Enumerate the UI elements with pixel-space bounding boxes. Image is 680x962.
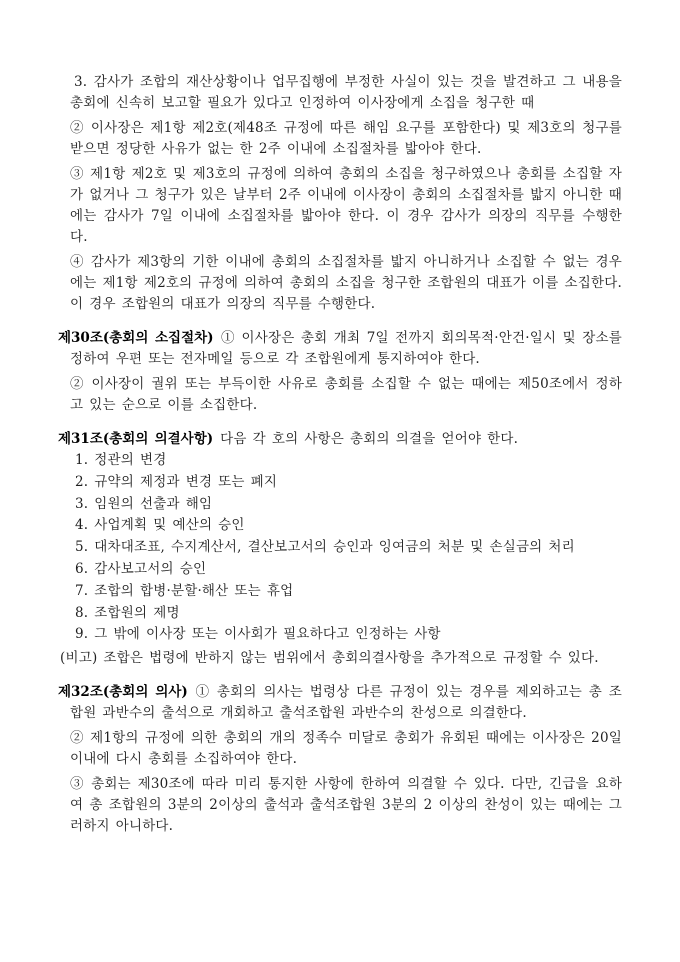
article-31-remark-note: (비고) 조합은 법령에 반하지 않는 범위에서 총회의결사항을 추가적으로 규정할 수 있다.	[60, 650, 599, 667]
article-31-lead-text: 다음 각 호의 사항은 총회의 의결을 얻어야 한다.	[220, 431, 519, 447]
clause-item-3: 3. 감사가 조합의 재산상황이나 업무집행에 부정한 사실이 있는 것을 발견하고 그 내용을 총회에 신속히 보고할 필요가 있다고 인정하여 이사장에게 소집을 청구한 때	[70, 74, 622, 111]
article-32-paragraph-2: ② 제1항의 규정에 의한 총회의 개의 정족수 미달로 총회가 유회된 때에는 이사장은 20일 이내에 다시 총회를 소집하여야 한다.	[70, 730, 622, 768]
article-30-paragraph-2: ② 이사장이 궐위 또는 부득이한 사유로 총회를 소집할 수 없는 때에는 제50조에서 정하고 있는 순으로 이를 소집한다.	[70, 376, 622, 413]
clause-paragraph-3: ③ 제1항 제2호 및 제3호의 규정에 의하여 총회의 소집을 청구하였으나 총회를 소집할 자가 없거나 그 청구가 있은 날부터 2주 이내에 이사장이 총회의 소집절차를 밟지 아니한 때에는 감사가 7일 이내에 소집절차를 밟아야 한다. 이 경우 감사가 의장의 직무를 수행한다.	[70, 166, 622, 245]
article-31-item-5: 5. 대차대조표, 수지계산서, 결산보고서의 승인과 잉여금의 처분 및 손실금의 처리	[75, 539, 575, 556]
article-31-item-4: 4. 사업계획 및 예산의 승인	[75, 517, 245, 534]
clause-paragraph-4: ④ 감사가 제3항의 기한 이내에 총회의 소집절차를 밟지 아니하거나 소집할 수 없는 경우에는 제1항 제2호의 규정에 의하여 총회의 소집을 청구한 조합원의 대표가 이를 소집한다. 이 경우 조합원의 대표가 의장의 직무를 수행한다.	[70, 254, 622, 312]
article-30-heading	[58, 328, 622, 370]
article-30-title: 제30조(총회의 소집절차)	[58, 330, 214, 346]
article-31-item-3: 3. 임원의 선출과 해임	[75, 495, 213, 512]
article-32-lead-text: ① 총회의 의사는 법령상 다른 규정이 있는 경우를 제외하고는 총 조합원 과반수의 출석으로 개회하고 출석조합원 과반수의 찬성으로 의결한다.	[70, 684, 622, 722]
clause-paragraph-2: ② 이사장은 제1항 제2호(제48조 규정에 따른 해임 요구를 포함한다) 및 제3호의 청구를 받으면 정당한 사유가 없는 한 2주 이내에 소집절차를 밟아야 한다.	[70, 120, 622, 157]
article-31-item-7: 7. 조합의 합병·분할·해산 또는 휴업	[75, 582, 294, 599]
article-32-heading	[58, 682, 622, 724]
article-32-title: 제32조(총회의 의사)	[58, 684, 188, 701]
article-30-lead-text: ① 이사장은 총회 개최 7일 전까지 회의목적·안건·일시 및 장소를 정하여 우편 또는 전자메일 등으로 각 조합원에게 통지하여야 한다.	[70, 330, 622, 367]
article-31-item-6: 6. 감사보고서의 승인	[75, 560, 207, 577]
article-31-item-9: 9. 그 밖에 이사장 또는 이사회가 필요하다고 인정하는 사항	[75, 626, 441, 643]
article-31-item-8: 8. 조합원의 제명	[75, 604, 180, 621]
article-32-paragraph-3: ③ 총회는 제30조에 따라 미리 통지한 사항에 한하여 의결할 수 있다. 다만, 긴급을 요하여 총 조합원의 3분의 2이상의 출석과 출석조합원 3분의 2 이상의 찬성이 있는 때에는 그러하지 아니하다.	[70, 776, 622, 835]
article-31-item-2: 2. 규약의 제정과 변경 또는 폐지	[75, 473, 278, 490]
article-31-item-1: 1. 정관의 변경	[75, 452, 167, 468]
article-31-heading	[58, 429, 622, 450]
article-31-title: 제31조(총회의 의결사항)	[58, 431, 214, 447]
